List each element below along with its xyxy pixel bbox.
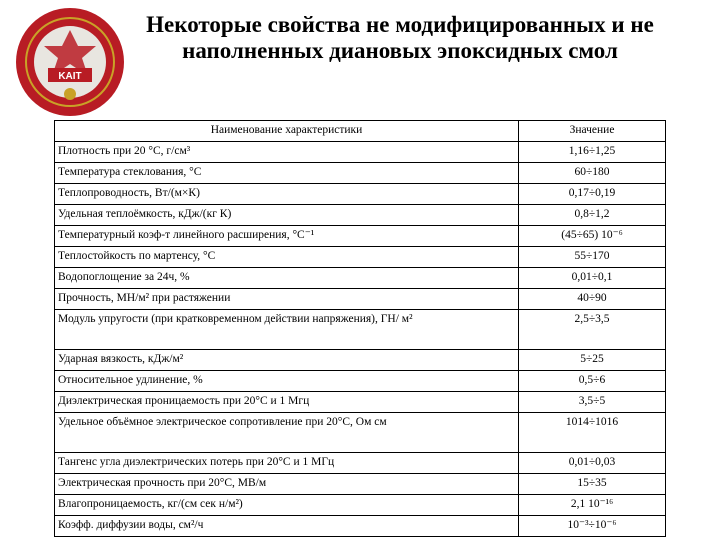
column-header-name: Наименование характеристики (55, 121, 519, 142)
college-emblem-logo (14, 6, 126, 118)
property-value-cell: 55÷170 (519, 247, 666, 268)
property-value-cell: 2,1 10⁻¹⁶ (519, 495, 666, 516)
property-name-cell: Теплопроводность, Вт/(м×К) (55, 184, 519, 205)
property-name-cell: Электрическая прочность при 20°С, МВ/м (55, 474, 519, 495)
table-row (55, 413, 666, 453)
property-name-cell: Удельная теплоёмкость, кДж/(кг К) (55, 205, 519, 226)
table-row (55, 226, 666, 247)
property-name-cell: Водопоглощение за 24ч, % (55, 268, 519, 289)
table-row (55, 247, 666, 268)
table-row (55, 516, 666, 537)
property-name-cell: Ударная вязкость, кДж/м² (55, 350, 519, 371)
property-name-cell: Температурный коэф-т линейного расширения, °С⁻¹ (55, 226, 519, 247)
property-name-cell: Модуль упругости (при кратковременном действии напряжения), ГН/ м² (55, 310, 519, 350)
table-row (55, 392, 666, 413)
property-value-cell: 0,8÷1,2 (519, 205, 666, 226)
table-row (55, 142, 666, 163)
property-value-cell: 3,5÷5 (519, 392, 666, 413)
table-row (55, 474, 666, 495)
page-title: Некоторые свойства не модифицированных и не наполненных диановых эпоксидных смол (146, 12, 654, 63)
property-value-cell: 0,01÷0,1 (519, 268, 666, 289)
property-name-cell: Удельное объёмное электрическое сопротивление при 20°С, Ом см (55, 413, 519, 453)
property-value-cell: 60÷180 (519, 163, 666, 184)
property-value-cell: 2,5÷3,5 (519, 310, 666, 350)
property-name-cell: Относительное удлинение, % (55, 371, 519, 392)
property-name-cell: Тангенс угла диэлектрических потерь при 20°С и 1 МГц (55, 453, 519, 474)
property-value-cell: 0,17÷0,19 (519, 184, 666, 205)
table-row (55, 268, 666, 289)
table-header-row (55, 121, 666, 142)
property-value-cell: 5÷25 (519, 350, 666, 371)
properties-table (54, 120, 666, 537)
table-body (55, 142, 666, 537)
property-name-cell: Плотность при 20 °С, г/см³ (55, 142, 519, 163)
property-value-cell: 15÷35 (519, 474, 666, 495)
property-value-cell: 1,16÷1,25 (519, 142, 666, 163)
table-row (55, 184, 666, 205)
property-name-cell: Теплостойкость по мартенсу, °С (55, 247, 519, 268)
property-value-cell: 1014÷1016 (519, 413, 666, 453)
property-name-cell: Коэфф. диффузии воды, см²/ч (55, 516, 519, 537)
property-name-cell: Диэлектрическая проницаемость при 20°С и 1 Мгц (55, 392, 519, 413)
table-row (55, 495, 666, 516)
property-value-cell: 0,5÷6 (519, 371, 666, 392)
table-row (55, 163, 666, 184)
property-name-cell: Прочность, МН/м² при растяжении (55, 289, 519, 310)
logo-label: KAIT (58, 71, 82, 82)
table-row (55, 350, 666, 371)
table-row (55, 453, 666, 474)
table-row (55, 289, 666, 310)
property-name-cell: Влагопроницаемость, кг/(см сек н/м²) (55, 495, 519, 516)
column-header-value: Значение (519, 121, 666, 142)
property-value-cell: 0,01÷0,03 (519, 453, 666, 474)
property-value-cell: (45÷65) 10⁻⁶ (519, 226, 666, 247)
table-row (55, 371, 666, 392)
table-row (55, 310, 666, 350)
table-row (55, 205, 666, 226)
property-value-cell: 10⁻³÷10⁻⁶ (519, 516, 666, 537)
property-name-cell: Температура стеклования, °С (55, 163, 519, 184)
property-value-cell: 40÷90 (519, 289, 666, 310)
